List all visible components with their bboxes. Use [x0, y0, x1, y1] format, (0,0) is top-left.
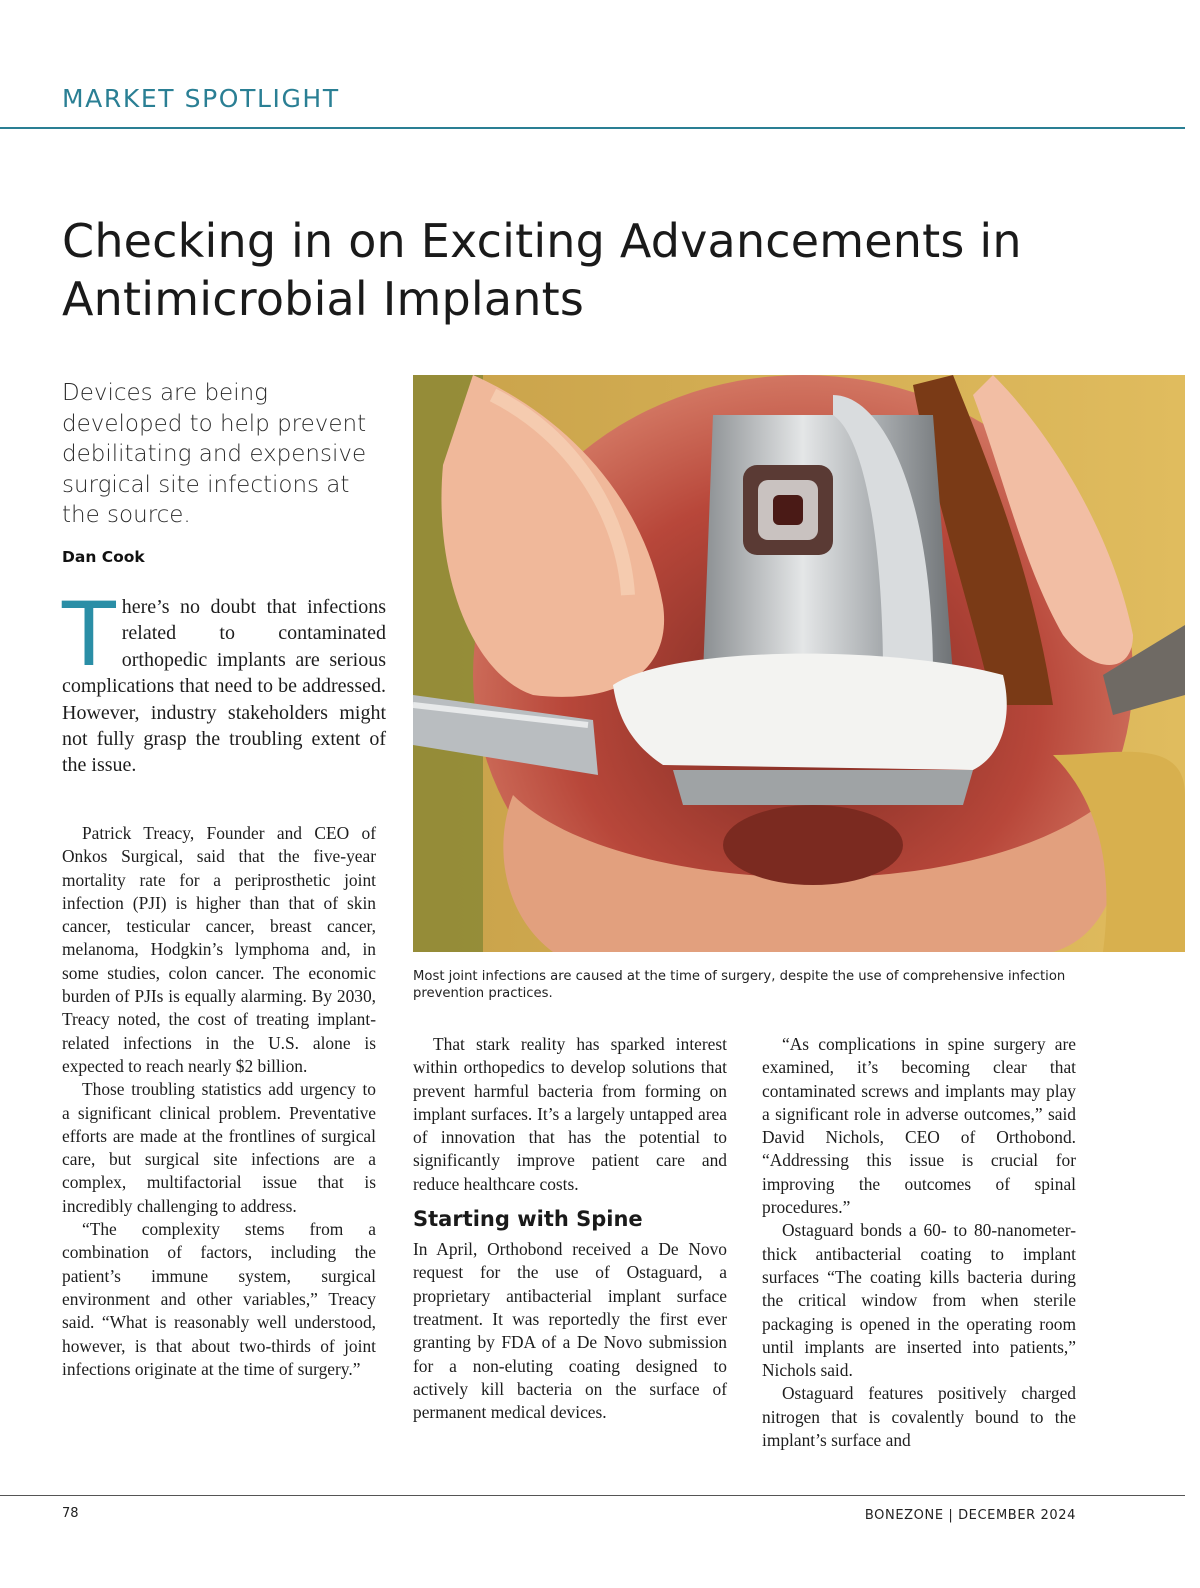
lead-paragraph: [62, 583, 386, 779]
column-3: [762, 1033, 1076, 1452]
page-number: 78: [62, 1506, 79, 1521]
body-paragraph: “The complexity stems from a combination of factors, including the patient’s immune system, surgical environment and other variables,” Treacy said. “What is reasonably well understood, however, is that about two-thirds of joint infections originate at the time of surgery.”: [62, 1219, 376, 1379]
publication-footer: BONEZONE | DECEMBER 2024: [864, 1508, 1076, 1523]
byline: Dan Cook: [62, 548, 145, 566]
body-paragraph: Ostaguard features positively charged nitrogen that is covalently bound to the implant’s surface and: [762, 1383, 1076, 1451]
article-title: Checking in on Exciting Advancements in Antimicrobial Implants: [62, 214, 1022, 326]
body-paragraph: In April, Orthobond received a De Novo request for the use of Ostaguard, a proprietary antibacterial implant surface treatment. It was reportedly the first ever granting by FDA of a De Novo submission for a non-eluting coating designed to actively kill bacteria on the surface of permanent medical devices.: [413, 1239, 727, 1423]
article-deck: Devices are being developed to help prevent debilitating and expensive surgical site infections at the source.: [62, 380, 367, 528]
footer-rule: [0, 1495, 1185, 1496]
section-subhead: Starting with Spine: [413, 1207, 643, 1232]
section-label: MARKET SPOTLIGHT: [62, 84, 340, 113]
body-paragraph: “As complications in spine surgery are examined, it’s becoming clear that contaminated screws and implants may play a significant role in adverse outcomes,” said David Nichols, CEO of Orthobond. “Addressing this issue is crucial for improving the outcomes of spinal procedures.”: [762, 1034, 1076, 1218]
column-1: [62, 822, 376, 1381]
lead-text: here’s no doubt that infections related to contaminated orthopedic implants are serious complications that need to be addressed. However, industry stakeholders might not fully grasp the troubling extent of the issue.: [62, 596, 386, 777]
header-rule: [0, 127, 1185, 129]
body-paragraph: Ostaguard bonds a 60- to 80-nanometer-thick antibacterial coating to implant surfaces “The coating kills bacteria during the critical window from when sterile packaging is opened in the operating room until implants are inserted into patients,” Nichols said.: [762, 1220, 1076, 1381]
body-paragraph: Patrick Treacy, Founder and CEO of Onkos Surgical, said that the five-year mortality rate for a periprosthetic joint infection (PJI) is higher than that of skin cancer, testicular cancer, breast cancer, melanoma, Hodgkin’s lymphoma and, in some studies, colon cancer. The economic burden of PJIs is equally alarming. By 2030, Treacy noted, the cost of treating implant-related infections in the U.S. alone is expected to reach nearly $2 billion.: [62, 823, 376, 1076]
body-paragraph: That stark reality has sparked interest within orthopedics to develop solutions that prevent harmful bacteria from forming on implant surfaces. It’s a largely untapped area of innovation that has the potential to significantly improve patient care and reduce healthcare costs.: [413, 1034, 727, 1194]
drop-cap: T: [62, 583, 116, 686]
photo-caption: Most joint infections are caused at the time of surgery, despite the use of comprehensive infection prevention practices.: [413, 969, 1066, 1001]
column-2: [413, 1033, 727, 1424]
surgery-photo: [413, 375, 1185, 952]
body-paragraph: Those troubling statistics add urgency to a significant clinical problem. Preventative efforts are made at the frontlines of surgical care, but surgical site infections are a complex, multifactorial issue that is incredibly challenging to address.: [62, 1079, 376, 1216]
